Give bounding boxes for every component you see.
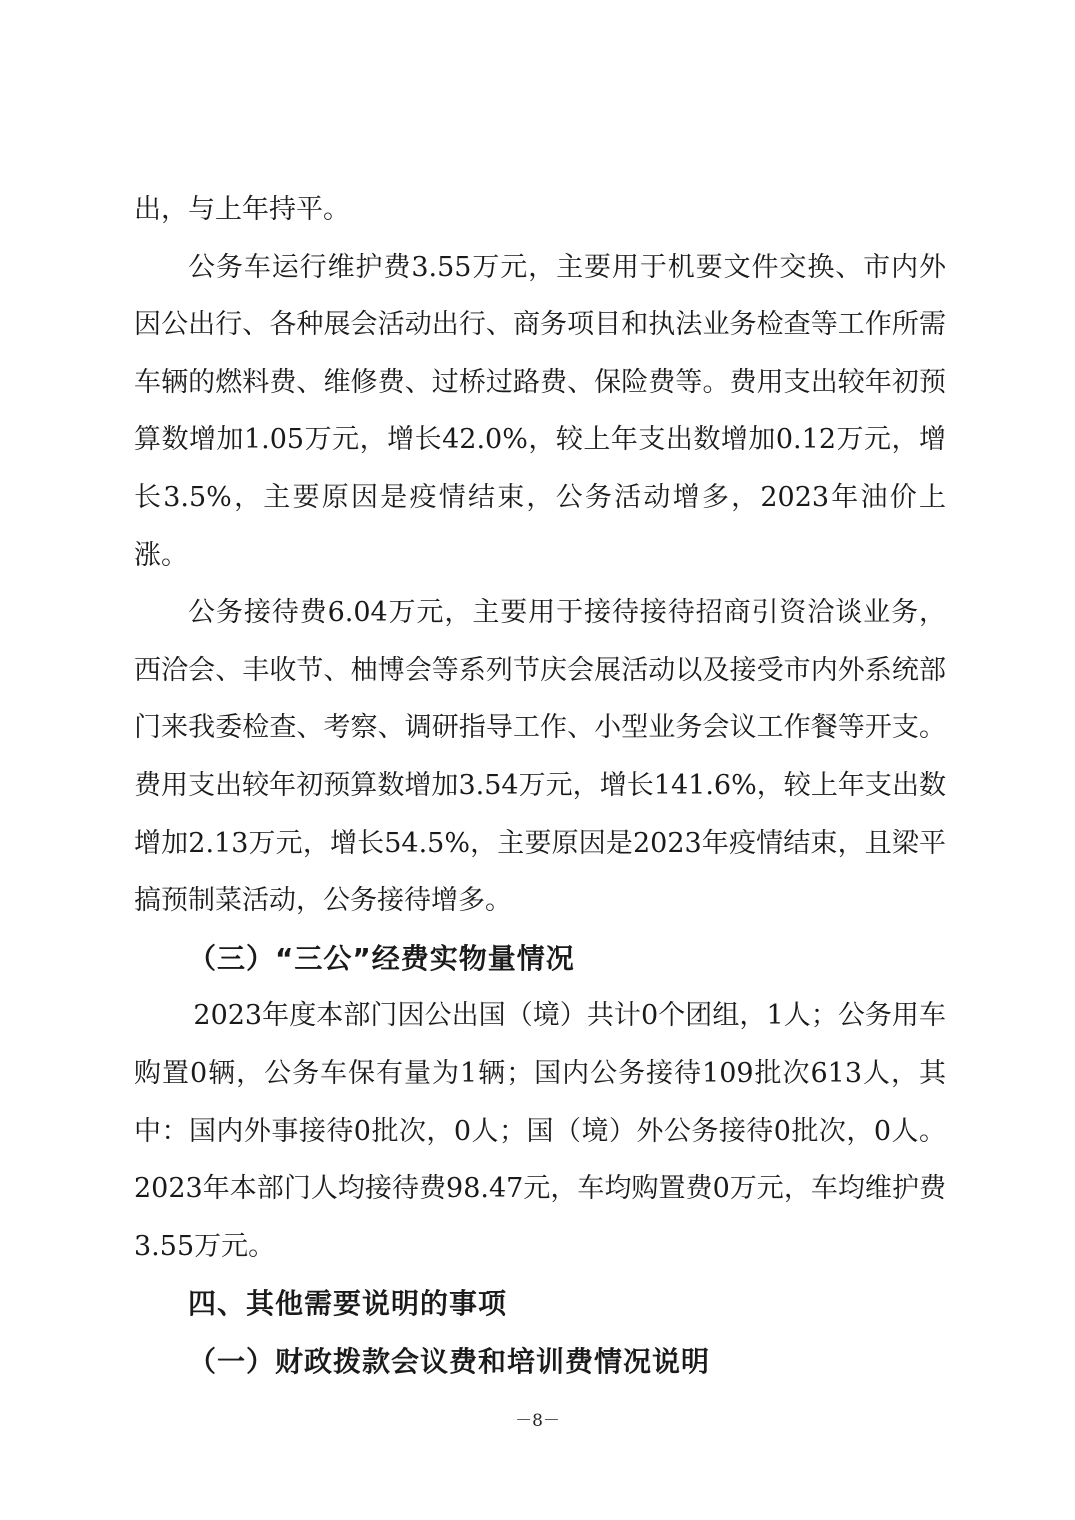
section-heading-other-matters: 四、其他需要说明的事项: [188, 1287, 508, 1321]
section-heading-three-public: （三）“三公”经费实物量情况: [188, 941, 575, 975]
page-number: －8－: [515, 1411, 560, 1431]
paragraph-vehicle-maintenance: 公务车运行维护费3.55万元，主要用于机要文件交换、市内外因公出行、各种展会活动出行、商务项目和执法业务检查等工作所需车辆的燃料费、维修费、过桥过路费、保险费等。费用支出较年初预算数增加1.05万元，增长42.0%，较上年支出数增加0.12万元，增长3.5%，主要原因是疫情结束，公务活动增多，2023年油价上涨。: [134, 251, 946, 571]
paragraph-reception-expense: 公务接待费6.04万元，主要用于接待接待招商引资洽谈业务，西洽会、丰收节、柚博会等系列节庆会展活动以及接受市内外系统部门来我委检查、考察、调研指导工作、小型业务会议工作餐等开支。费用支出较年初预算数增加3.54万元，增长141.6%，较上年支出数增加2.13万元，增长54.5%，主要原因是2023年疫情结束，且梁平搞预制菜活动，公务接待增多。: [134, 597, 946, 917]
section-heading-meeting-training: （一）财政拨款会议费和培训费情况说明: [188, 1344, 711, 1378]
document-body: [134, 181, 946, 1390]
paragraph-physical-quantity: 2023年度本部门因公出国（境）共计0个团组，1人；公务用车购置0辆，公务车保有量为1辆；国内公务接待109批次613人，其中：国内外事接待0批次，0人；国（境）外公务接待0批次，0人。2023年本部门人均接待费98.47元，车均购置费0万元，车均维护费3.55万元。: [134, 1000, 946, 1262]
paragraph-continuation: 出，与上年持平。: [134, 194, 350, 225]
